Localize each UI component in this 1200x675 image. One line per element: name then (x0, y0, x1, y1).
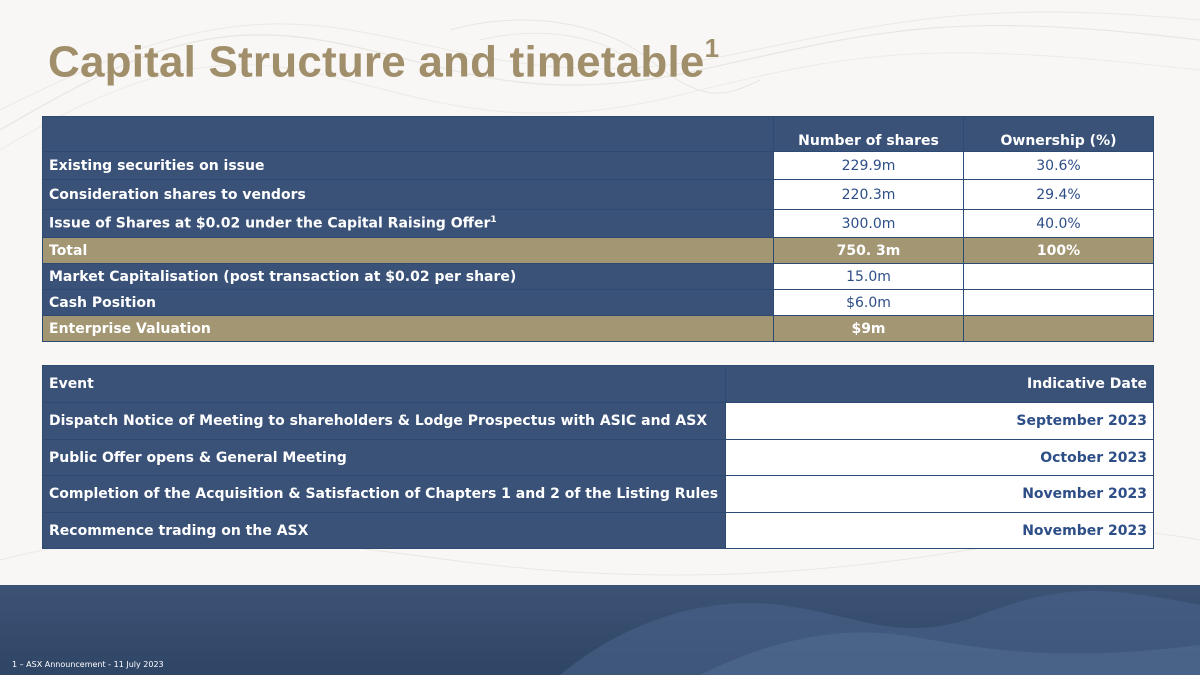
shares-value: 300.0m (774, 210, 964, 238)
ownership-value (964, 264, 1154, 290)
capital-header-shares: Number of shares (774, 117, 964, 152)
table-row (43, 290, 1154, 316)
timetable-header-row (43, 366, 1154, 403)
row-label: Enterprise Valuation (43, 316, 774, 342)
ownership-value: 100% (964, 238, 1154, 264)
capital-structure-table (42, 116, 1154, 342)
row-label: Total (43, 238, 774, 264)
capital-table-header-row (43, 117, 1154, 152)
shares-value: $6.0m (774, 290, 964, 316)
shares-value: $9m (774, 316, 964, 342)
row-label: Existing securities on issue (43, 152, 774, 180)
table-row (43, 180, 1154, 210)
capital-header-blank (43, 117, 774, 152)
timetable-table (42, 365, 1154, 549)
ownership-value: 29.4% (964, 180, 1154, 210)
footer-wave-decoration (0, 585, 1200, 675)
title-footnote-marker: 1 (704, 33, 720, 63)
ownership-value (964, 316, 1154, 342)
footnote: 1 – ASX Announcement - 11 July 2023 (12, 660, 164, 669)
timetable-header-date: Indicative Date (726, 366, 1154, 403)
row-label: Issue of Shares at $0.02 under the Capital Raising Offer$^1$ (43, 210, 774, 238)
row-label: Market Capitalisation (post transaction at $0.02 per share) (43, 264, 774, 290)
shares-value: 750. 3m (774, 238, 964, 264)
event-date: October 2023 (726, 440, 1154, 476)
event-date: November 2023 (726, 513, 1154, 549)
table-row (43, 513, 1154, 549)
shares-value: 220.3m (774, 180, 964, 210)
timetable-header-event: Event (43, 366, 726, 403)
row-label: Cash Position (43, 290, 774, 316)
table-row (43, 210, 1154, 238)
ownership-value (964, 290, 1154, 316)
event-date: September 2023 (726, 403, 1154, 440)
table-row (43, 264, 1154, 290)
event-label: Public Offer opens & General Meeting (43, 440, 726, 476)
shares-value: 229.9m (774, 152, 964, 180)
page-title: Capital Structure and timetable$^1$ (48, 33, 720, 87)
event-label: Recommence trading on the ASX (43, 513, 726, 549)
table-row (43, 403, 1154, 440)
ownership-value: 40.0% (964, 210, 1154, 238)
event-label: Dispatch Notice of Meeting to shareholders & Lodge Prospectus with ASIC and ASX (43, 403, 726, 440)
table-row-enterprise-valuation (43, 316, 1154, 342)
table-row (43, 476, 1154, 513)
event-date: November 2023 (726, 476, 1154, 513)
table-row (43, 152, 1154, 180)
event-label: Completion of the Acquisition & Satisfaction of Chapters 1 and 2 of the Listing Rules (43, 476, 726, 513)
table-row (43, 440, 1154, 476)
table-row-total (43, 238, 1154, 264)
footer-band (0, 585, 1200, 675)
capital-header-ownership: Ownership (%) (964, 117, 1154, 152)
ownership-value: 30.6% (964, 152, 1154, 180)
row-label: Consideration shares to vendors (43, 180, 774, 210)
row-footnote-marker: 1 (490, 215, 497, 226)
shares-value: 15.0m (774, 264, 964, 290)
